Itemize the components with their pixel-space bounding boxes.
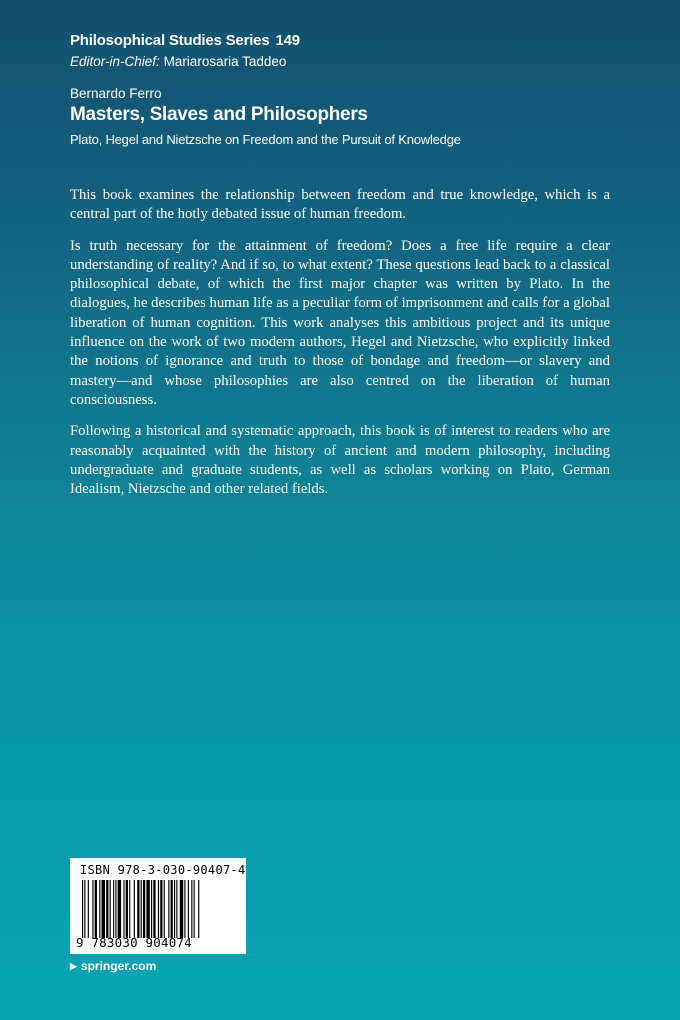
book-title: Masters, Slaves and Philosophers [70, 104, 368, 125]
isbn-label: ISBN 978-3-030-90407-4 [80, 863, 246, 877]
series-line [70, 32, 300, 49]
editor-name: Mariarosaria Taddeo [163, 54, 287, 69]
blurb-paragraph: Following a historical and systematic approach, this book is of interest to readers who are reasonably acquainted with the history of ancient and modern philosophy, including undergraduate and graduate students, as well as scholars working on Plato, German Idealism, Nietzsche and other related fields. [70, 423, 610, 498]
editor-line [70, 54, 286, 69]
blurb [70, 186, 610, 511]
series-name: Philosophical Studies Series [70, 32, 270, 49]
barcode-bars [78, 880, 238, 938]
author-name: Bernardo Ferro [70, 86, 162, 101]
triangle-right-icon: ▶ [70, 960, 77, 971]
blurb-paragraph: Is truth necessary for the attainment of freedom? Does a free life require a clear understanding of reality? And if so, to what extent? These questions lead back to a classical philosophical debate, of which the first major chapter was written by Plato. In the dialogues, he describes human life as a peculiar form of imprisonment and calls for a global liberation of human cognition. This work analyses this ambitious project and its unique influence on the work of two modern authors, Hegel and Nietzsche, who explicitly linked the notions of ignorance and truth to those of bondage and freedom—or slavery and mastery—and whose philosophies are also centred on the liberation of human consciousness. [70, 237, 611, 408]
blurb-paragraph: This book examines the relationship between freedom and true knowledge, which is a central part of the hotly debated issue of human freedom. [70, 187, 610, 223]
editor-role: Editor-in-Chief: [70, 54, 160, 69]
series-number: 149 [275, 32, 300, 49]
publisher-link[interactable] [70, 959, 156, 973]
barcode [70, 858, 246, 954]
book-subtitle: Plato, Hegel and Nietzsche on Freedom and the Pursuit of Knowledge [70, 132, 461, 147]
barcode-digits: 9 783030 904074 [76, 935, 192, 950]
publisher-site: springer.com [80, 959, 157, 973]
